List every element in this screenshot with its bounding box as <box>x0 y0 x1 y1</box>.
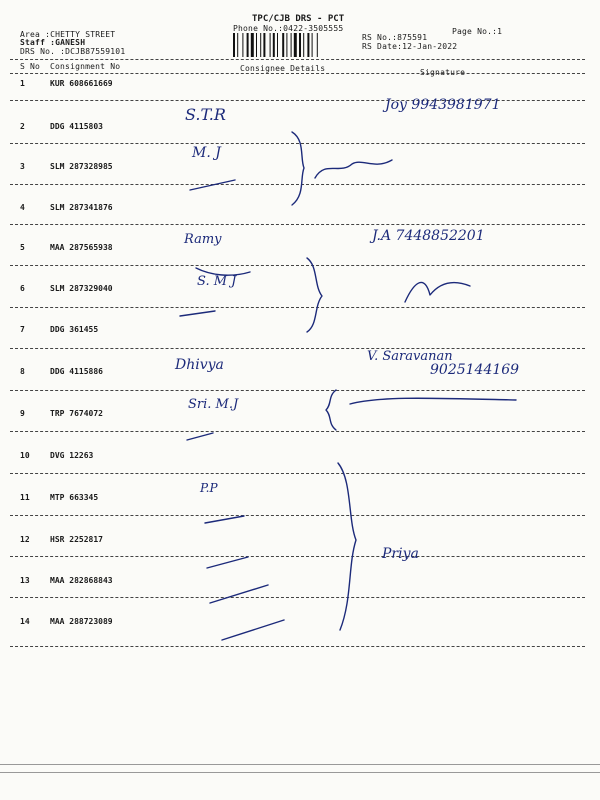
row-consignment-no: MAA 282868843 <box>50 576 113 585</box>
row-number: 2 <box>20 122 25 131</box>
brace-rows-8-9 <box>326 390 336 430</box>
row-divider <box>10 224 585 225</box>
hw-saravanan: V. Saravanan <box>367 349 453 364</box>
row-consignment-no: MAA 287565938 <box>50 243 113 252</box>
row-number: 10 <box>20 451 30 460</box>
hw-smj: S. M J <box>197 274 237 289</box>
row-divider <box>10 515 585 516</box>
hw-str: S.T.R <box>185 105 226 124</box>
mark-row-6 <box>180 311 215 316</box>
row-number: 3 <box>20 162 25 171</box>
barcode-bar <box>270 33 271 57</box>
row-consignment-no: SLM 287341876 <box>50 203 113 212</box>
mark-row-13 <box>210 585 268 603</box>
row-number: 11 <box>20 493 30 502</box>
row-number: 4 <box>20 203 25 212</box>
hw-ja: J.A 7448852201 <box>372 228 485 244</box>
sign-row-9-scribble <box>350 398 516 404</box>
row-divider <box>10 431 585 432</box>
page-number: Page No.:1 <box>452 27 503 36</box>
row-consignment-no: KUR 608661669 <box>50 79 113 88</box>
staff-label: Staff :GANESH <box>20 38 86 47</box>
col-consignment: Consignment No <box>50 62 121 71</box>
barcode-bar <box>291 33 292 57</box>
row-divider <box>10 348 585 349</box>
hw-pp: P.P <box>200 481 218 495</box>
row-divider <box>10 556 585 557</box>
barcode-bar <box>256 33 257 57</box>
barcode-bar <box>303 33 304 57</box>
row-consignment-no: HSR 2252817 <box>50 535 103 544</box>
mark-row-9 <box>187 433 213 440</box>
row-number: 12 <box>20 535 30 544</box>
page-bottom-line-2 <box>0 772 600 773</box>
row-consignment-no: DDG 4115803 <box>50 122 103 131</box>
barcode-bar <box>299 33 301 57</box>
barcode-bar <box>317 33 318 57</box>
hw-priya: Priya <box>382 546 419 562</box>
barcode-bar <box>294 33 297 57</box>
row-number: 8 <box>20 367 25 376</box>
brace-rows-5-6 <box>307 258 322 332</box>
row-number: 6 <box>20 284 25 293</box>
row-divider <box>10 265 585 266</box>
row-consignment-no: DVG 12263 <box>50 451 94 460</box>
sign-row-6 <box>405 282 470 302</box>
row-divider <box>10 646 585 647</box>
row-consignment-no: DDG 361455 <box>50 325 99 334</box>
barcode-bar <box>273 33 275 57</box>
row-divider <box>10 143 585 144</box>
barcode-bar <box>242 33 243 57</box>
row-divider <box>10 390 585 391</box>
row-consignment-no: MAA 288723089 <box>50 617 113 626</box>
barcode-bar <box>237 33 238 57</box>
row-number: 1 <box>20 79 25 88</box>
row-consignment-no: SLM 287328985 <box>50 162 113 171</box>
row-number: 13 <box>20 576 30 585</box>
row-divider <box>10 307 585 308</box>
page-bottom-line-1 <box>0 764 600 765</box>
barcode-bar <box>247 33 249 57</box>
row-consignment-no: SLM 287329040 <box>50 284 113 293</box>
col-signature: Signature <box>420 68 466 77</box>
row-consignment-no: MTP 663345 <box>50 493 99 502</box>
barcode-bar <box>260 33 261 57</box>
hw-joy: Joy 9943981971 <box>385 97 501 113</box>
row-divider <box>10 100 585 101</box>
row-consignment-no: DDG 4115886 <box>50 367 103 376</box>
brace-rows-11-14 <box>338 463 356 630</box>
row-divider <box>10 184 585 185</box>
row-number: 14 <box>20 617 30 626</box>
barcode-bar <box>286 33 287 57</box>
col-sno: S No <box>20 62 41 71</box>
row-divider <box>10 473 585 474</box>
row-consignment-no: TRP 7674072 <box>50 409 103 418</box>
header-divider-bottom <box>10 73 585 74</box>
phone-number: Phone No.:0422-3505555 <box>233 24 344 33</box>
barcode-bar <box>277 33 278 57</box>
row-number: 5 <box>20 243 25 252</box>
rs-number: RS No.:875591 <box>362 33 428 42</box>
barcode-bar <box>282 33 284 57</box>
hw-phone: 9025144169 <box>430 362 520 378</box>
mark-row-11 <box>205 516 244 523</box>
barcode-bar <box>251 33 254 57</box>
hw-mj: M. J <box>192 145 221 161</box>
row-number: 9 <box>20 409 25 418</box>
header-divider-top <box>10 59 585 60</box>
hw-srimj: Sri. M.J <box>188 397 239 412</box>
rs-date: RS Date:12-Jan-2022 <box>362 42 458 51</box>
mark-row-14 <box>222 620 284 640</box>
mark-row-4a <box>196 268 250 275</box>
sign-row-3 <box>315 160 392 178</box>
barcode-bar <box>233 33 235 57</box>
hw-dhivya: Dhivya <box>175 357 224 373</box>
drs-number: DRS No. :DCJB87559101 <box>20 47 126 56</box>
hw-ramy: Ramy <box>184 232 222 247</box>
barcode-image <box>232 33 352 57</box>
area-label: Area :CHETTY STREET <box>20 30 116 39</box>
mark-row-12 <box>207 557 248 568</box>
row-divider <box>10 597 585 598</box>
barcode-bar <box>312 33 313 57</box>
barcode-bar <box>263 33 265 57</box>
col-consignee: Consignee Details <box>240 64 326 73</box>
sheet-title: TPC/CJB DRS - PCT <box>252 14 345 24</box>
row-number: 7 <box>20 325 25 334</box>
barcode-bar <box>307 33 309 57</box>
mark-row-3 <box>190 180 235 190</box>
